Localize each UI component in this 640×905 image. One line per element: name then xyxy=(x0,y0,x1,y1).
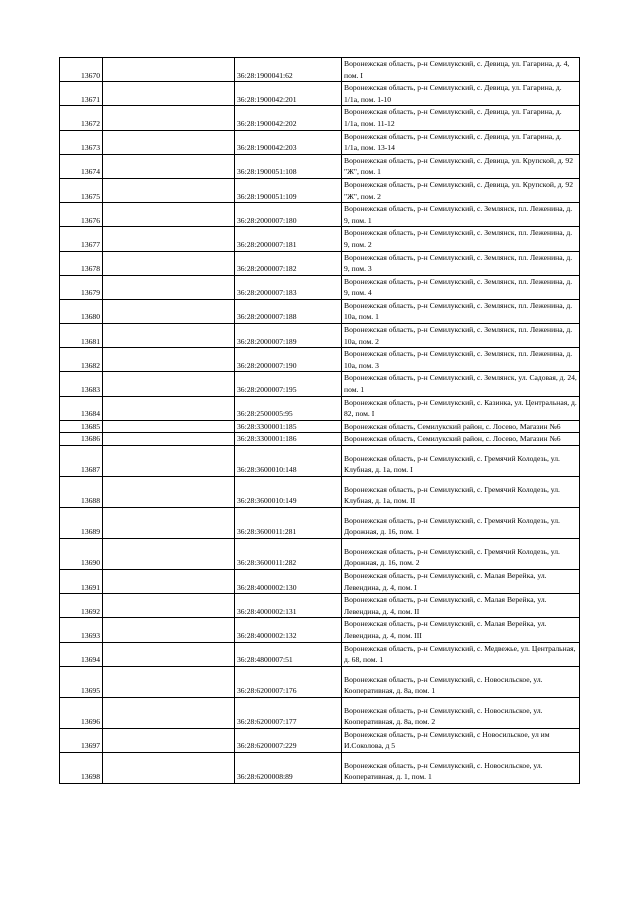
blank-cell xyxy=(103,728,235,752)
cadastral-number-cell: 36:28:3600010:149 xyxy=(235,477,342,508)
address-cell: Воронежская область, р-н Семилукский, с. Новосильское, ул. Кооперативная, д. 8а, пом. 1 xyxy=(342,666,580,697)
row-number-cell: 13695 xyxy=(60,666,103,697)
address-cell: Воронежская область, р-н Семилукский, с. Землянск, пл. Леженина, д. 10а, пом. 3 xyxy=(342,348,580,372)
row-number-cell: 13697 xyxy=(60,728,103,752)
address-cell: Воронежская область, р-н Семилукский, с. Гремячий Колодезь, ул. Клубная, д. 1а, пом. II xyxy=(342,477,580,508)
cadastral-number-cell: 36:28:4800007:51 xyxy=(235,642,342,666)
address-cell: Воронежская область, р-н Семилукский, с. Девица, ул. Крупской, д. 92 "Ж", пом. 1 xyxy=(342,154,580,178)
row-number-cell: 13677 xyxy=(60,227,103,251)
table-row xyxy=(60,82,580,106)
blank-cell xyxy=(103,154,235,178)
table-row xyxy=(60,539,580,570)
cadastral-number-cell: 36:28:6200007:177 xyxy=(235,697,342,728)
cadastral-number-cell: 36:28:2000007:189 xyxy=(235,324,342,348)
cadastral-number-cell: 36:28:2000007:181 xyxy=(235,227,342,251)
address-cell: Воронежская область, р-н Семилукский, с Новосильское, ул им И.Соколова, д 5 xyxy=(342,728,580,752)
row-number-cell: 13683 xyxy=(60,372,103,396)
blank-cell xyxy=(103,570,235,594)
blank-cell xyxy=(103,477,235,508)
cadastral-number-cell: 36:28:2500005:95 xyxy=(235,396,342,420)
blank-cell xyxy=(103,539,235,570)
row-number-cell: 13686 xyxy=(60,433,103,446)
table-row xyxy=(60,324,580,348)
cadastral-number-cell: 36:28:1900051:108 xyxy=(235,154,342,178)
row-number-cell: 13690 xyxy=(60,539,103,570)
table-row xyxy=(60,130,580,154)
row-number-cell: 13680 xyxy=(60,299,103,323)
row-number-cell: 13676 xyxy=(60,203,103,227)
row-number-cell: 13678 xyxy=(60,251,103,275)
table-row xyxy=(60,697,580,728)
blank-cell xyxy=(103,106,235,130)
address-cell: Воронежская область, Семилукский район, с. Лосево, Магазин №6 xyxy=(342,420,580,433)
row-number-cell: 13691 xyxy=(60,570,103,594)
table-row xyxy=(60,752,580,783)
address-cell: Воронежская область, р-н Семилукский, с. Малая Верейка, ул. Левендина, д. 4, пом. I xyxy=(342,570,580,594)
blank-cell xyxy=(103,752,235,783)
row-number-cell: 13673 xyxy=(60,130,103,154)
row-number-cell: 13675 xyxy=(60,178,103,202)
address-cell: Воронежская область, р-н Семилукский, с. Землянск, пл. Леженина, д. 9, пом. 1 xyxy=(342,203,580,227)
blank-cell xyxy=(103,666,235,697)
row-number-cell: 13694 xyxy=(60,642,103,666)
blank-cell xyxy=(103,396,235,420)
address-cell: Воронежская область, р-н Семилукский, с. Девица, ул. Гагарина, д. 1/1а, пом. 11-12 xyxy=(342,106,580,130)
address-cell: Воронежская область, р-н Семилукский, с. Землянск, пл. Леженина, д. 10а, пом. 2 xyxy=(342,324,580,348)
address-cell: Воронежская область, р-н Семилукский, с. Землянск, ул. Садовая, д. 24, пом. 1 xyxy=(342,372,580,396)
row-number-cell: 13696 xyxy=(60,697,103,728)
table-row xyxy=(60,420,580,433)
blank-cell xyxy=(103,275,235,299)
cadastral-number-cell: 36:28:3300001:185 xyxy=(235,420,342,433)
table-row xyxy=(60,227,580,251)
cadastral-number-cell: 36:28:3300001:186 xyxy=(235,433,342,446)
table-row xyxy=(60,433,580,446)
table-row xyxy=(60,594,580,618)
blank-cell xyxy=(103,324,235,348)
table-row xyxy=(60,570,580,594)
table-row xyxy=(60,106,580,130)
blank-cell xyxy=(103,642,235,666)
address-cell: Воронежская область, р-н Семилукский, с. Гремячий Колодезь, ул. Дорожная, д. 16, пом. 2 xyxy=(342,539,580,570)
address-cell: Воронежская область, р-н Семилукский, с. Малая Верейка, ул. Левендина, д. 4, пом. II xyxy=(342,594,580,618)
blank-cell xyxy=(103,251,235,275)
row-number-cell: 13692 xyxy=(60,594,103,618)
address-cell: Воронежская область, р-н Семилукский, с. Землянск, пл. Леженина, д. 10а, пом. 1 xyxy=(342,299,580,323)
cadastral-number-cell: 36:28:6200007:229 xyxy=(235,728,342,752)
row-number-cell: 13681 xyxy=(60,324,103,348)
row-number-cell: 13671 xyxy=(60,82,103,106)
cadastral-number-cell: 36:28:2000007:190 xyxy=(235,348,342,372)
cadastral-number-cell: 36:28:1900051:109 xyxy=(235,178,342,202)
address-cell: Воронежская область, р-н Семилукский, с. Землянск, пл. Леженина, д. 9, пом. 2 xyxy=(342,227,580,251)
cadastral-number-cell: 36:28:6200008:89 xyxy=(235,752,342,783)
address-cell: Воронежская область, р-н Семилукский, с. Гремячий Колодезь, ул. Дорожная, д. 16, пом. 1 xyxy=(342,508,580,539)
table-row xyxy=(60,299,580,323)
address-cell: Воронежская область, р-н Семилукский, с. Девица, ул. Крупской, д. 92 "Ж", пом. 2 xyxy=(342,178,580,202)
table-row xyxy=(60,508,580,539)
blank-cell xyxy=(103,433,235,446)
cadastral-number-cell: 36:28:1900042:202 xyxy=(235,106,342,130)
table-row xyxy=(60,178,580,202)
row-number-cell: 13693 xyxy=(60,618,103,642)
blank-cell xyxy=(103,618,235,642)
cadastral-number-cell: 36:28:6200007:176 xyxy=(235,666,342,697)
blank-cell xyxy=(103,508,235,539)
cadastral-number-cell: 36:28:1900042:201 xyxy=(235,82,342,106)
address-cell: Воронежская область, р-н Семилукский, с. Девица, ул. Гагарина, д. 1/1а, пом. 13-14 xyxy=(342,130,580,154)
blank-cell xyxy=(103,82,235,106)
cadastral-number-cell: 36:28:1900041:62 xyxy=(235,58,342,82)
address-cell: Воронежская область, р-н Семилукский, с. Казинка, ул. Центральная, д. 82, пом. I xyxy=(342,396,580,420)
blank-cell xyxy=(103,227,235,251)
row-number-cell: 13688 xyxy=(60,477,103,508)
cadastral-number-cell: 36:28:2000007:183 xyxy=(235,275,342,299)
blank-cell xyxy=(103,203,235,227)
registry-table-body xyxy=(60,58,580,784)
table-row xyxy=(60,372,580,396)
address-cell: Воронежская область, Семилукский район, с. Лосево, Магазин №6 xyxy=(342,433,580,446)
blank-cell xyxy=(103,178,235,202)
registry-table xyxy=(59,57,580,784)
table-row xyxy=(60,203,580,227)
blank-cell xyxy=(103,348,235,372)
row-number-cell: 13687 xyxy=(60,446,103,477)
table-row xyxy=(60,446,580,477)
blank-cell xyxy=(103,58,235,82)
row-number-cell: 13684 xyxy=(60,396,103,420)
row-number-cell: 13698 xyxy=(60,752,103,783)
address-cell: Воронежская область, р-н Семилукский, с. Гремячий Колодезь, ул. Клубная, д. 1а, пом. I xyxy=(342,446,580,477)
cadastral-number-cell: 36:28:4000002:132 xyxy=(235,618,342,642)
row-number-cell: 13670 xyxy=(60,58,103,82)
table-row xyxy=(60,618,580,642)
address-cell: Воронежская область, р-н Семилукский, с. Новосильское, ул. Кооперативная, д. 8а, пом. 2 xyxy=(342,697,580,728)
table-row xyxy=(60,477,580,508)
blank-cell xyxy=(103,420,235,433)
table-row xyxy=(60,154,580,178)
row-number-cell: 13679 xyxy=(60,275,103,299)
address-cell: Воронежская область, р-н Семилукский, с. Медвежье, ул. Центральная, д. 68, пом. 1 xyxy=(342,642,580,666)
cadastral-number-cell: 36:28:3600010:148 xyxy=(235,446,342,477)
table-row xyxy=(60,728,580,752)
blank-cell xyxy=(103,446,235,477)
address-cell: Воронежская область, р-н Семилукский, с. Малая Верейка, ул. Левендина, д. 4, пом. III xyxy=(342,618,580,642)
table-row xyxy=(60,348,580,372)
table-row xyxy=(60,666,580,697)
table-row xyxy=(60,251,580,275)
row-number-cell: 13685 xyxy=(60,420,103,433)
cadastral-number-cell: 36:28:3600011:281 xyxy=(235,508,342,539)
blank-cell xyxy=(103,299,235,323)
cadastral-number-cell: 36:28:4000002:130 xyxy=(235,570,342,594)
address-cell: Воронежская область, р-н Семилукский, с. Землянск, пл. Леженина, д. 9, пом. 4 xyxy=(342,275,580,299)
table-row xyxy=(60,275,580,299)
table-row xyxy=(60,642,580,666)
blank-cell xyxy=(103,697,235,728)
cadastral-number-cell: 36:28:2000007:182 xyxy=(235,251,342,275)
cadastral-number-cell: 36:28:2000007:188 xyxy=(235,299,342,323)
blank-cell xyxy=(103,130,235,154)
address-cell: Воронежская область, р-н Семилукский, с. Девица, ул. Гагарина, д. 1/1а, пом. 1-10 xyxy=(342,82,580,106)
row-number-cell: 13674 xyxy=(60,154,103,178)
row-number-cell: 13682 xyxy=(60,348,103,372)
row-number-cell: 13689 xyxy=(60,508,103,539)
blank-cell xyxy=(103,372,235,396)
blank-cell xyxy=(103,594,235,618)
address-cell: Воронежская область, р-н Семилукский, с. Землянск, пл. Леженина, д. 9, пом. 3 xyxy=(342,251,580,275)
cadastral-number-cell: 36:28:2000007:180 xyxy=(235,203,342,227)
table-row xyxy=(60,396,580,420)
cadastral-number-cell: 36:28:2000007:195 xyxy=(235,372,342,396)
cadastral-number-cell: 36:28:1900042:203 xyxy=(235,130,342,154)
cadastral-number-cell: 36:28:4000002:131 xyxy=(235,594,342,618)
cadastral-number-cell: 36:28:3600011:282 xyxy=(235,539,342,570)
address-cell: Воронежская область, р-н Семилукский, с. Новосильское, ул. Кооперативная, д. 1, пом. 1 xyxy=(342,752,580,783)
address-cell: Воронежская область, р-н Семилукский, с. Девица, ул. Гагарина, д. 4, пом. I xyxy=(342,58,580,82)
row-number-cell: 13672 xyxy=(60,106,103,130)
table-row xyxy=(60,58,580,82)
